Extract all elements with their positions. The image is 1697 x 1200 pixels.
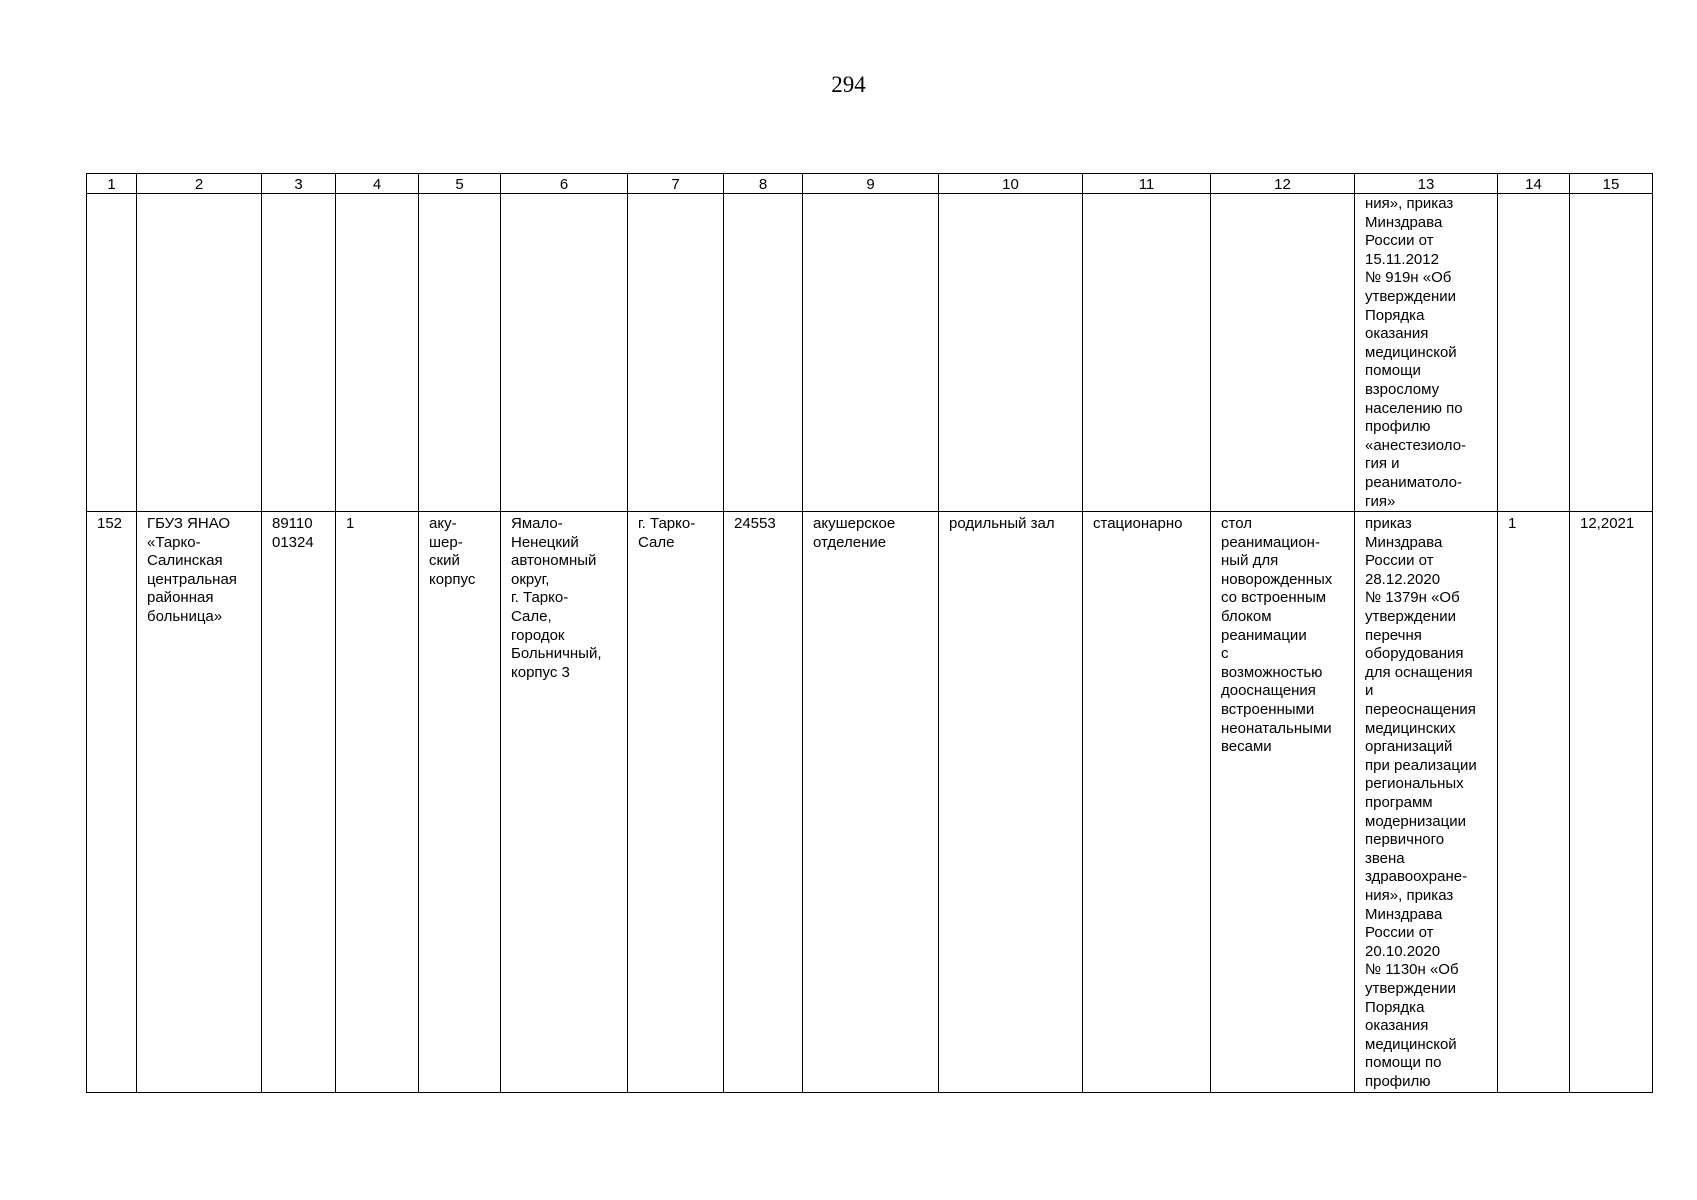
cell-text-line: России от bbox=[1365, 924, 1434, 942]
room-cell: родильный зал bbox=[939, 512, 1083, 1092]
regulation-cell bbox=[1355, 512, 1498, 1092]
cell-text-line: 01324 bbox=[272, 533, 314, 551]
date-cell: 12,2021 bbox=[1570, 512, 1653, 1092]
column-header: 13 bbox=[1355, 174, 1498, 194]
cell-text-line: 28.12.2020 bbox=[1365, 570, 1441, 588]
cell-text-line: профилю bbox=[1365, 418, 1431, 436]
cell-text-line: населению по bbox=[1365, 399, 1463, 417]
column-header: 10 bbox=[939, 174, 1083, 194]
cell-text-line: «Тарко- bbox=[147, 533, 201, 551]
cell-text-line: с bbox=[1221, 645, 1229, 663]
cell-text-line: медицинской bbox=[1365, 343, 1457, 361]
cell-text-line: помощи bbox=[1365, 362, 1421, 380]
table-cell bbox=[724, 194, 803, 512]
column-header: 9 bbox=[803, 174, 939, 194]
column-header: 11 bbox=[1083, 174, 1211, 194]
organization-code-cell bbox=[262, 512, 336, 1092]
cell-text-line: городок bbox=[511, 626, 565, 644]
cell-text-line: первичного bbox=[1365, 831, 1445, 849]
column-header: 2 bbox=[137, 174, 262, 194]
cell-text-line: акушерское bbox=[813, 515, 896, 533]
cell-text-line: 15.11.2012 bbox=[1365, 250, 1439, 268]
table-cell bbox=[939, 194, 1083, 512]
cell-text-line: 89110 bbox=[272, 515, 313, 533]
cell-text-line: России от bbox=[1365, 552, 1434, 570]
column-header: 5 bbox=[419, 174, 501, 194]
cell-text-line: Ямало- bbox=[511, 515, 563, 533]
cell-text-line: ный для bbox=[1221, 552, 1279, 570]
cell-text-line: № 1379н «Об bbox=[1365, 589, 1460, 607]
cell-text-line: встроенными bbox=[1221, 701, 1315, 719]
cell-text-line: перечня bbox=[1365, 626, 1422, 644]
regulation-cell bbox=[1355, 194, 1498, 512]
column-header: 1 bbox=[87, 174, 137, 194]
cell-text-line: модернизации bbox=[1365, 812, 1466, 830]
cell-text-line: Салинская bbox=[147, 552, 223, 570]
cell-text-line: Сале bbox=[638, 533, 675, 551]
cell-text-line: аку- bbox=[429, 515, 457, 533]
column-header: 3 bbox=[262, 174, 336, 194]
organization-name-cell bbox=[137, 512, 262, 1092]
cell-text-line: Минздрава bbox=[1365, 213, 1443, 231]
cell-text-line: отделение bbox=[813, 533, 887, 551]
cell-text-line: для оснащения bbox=[1365, 663, 1473, 681]
cell-text-line: приказ bbox=[1365, 515, 1412, 533]
cell-text-line: утверждении bbox=[1365, 608, 1457, 626]
cell-text-line: помощи по bbox=[1365, 1054, 1442, 1072]
cell-text-line: Больничный, bbox=[511, 645, 602, 663]
cell-text-line: переоснащения bbox=[1365, 701, 1476, 719]
cell-text-line: блоком bbox=[1221, 608, 1272, 626]
cell-text-line: г. Тарко- bbox=[638, 515, 696, 533]
column-header: 12 bbox=[1211, 174, 1355, 194]
cell-text-line: ГБУЗ ЯНАО bbox=[147, 515, 231, 533]
column-header: 6 bbox=[501, 174, 628, 194]
cell-text-line: ния», приказ bbox=[1365, 886, 1454, 904]
cell-text-line: гия и bbox=[1365, 455, 1400, 473]
cell-text-line: Порядка bbox=[1365, 306, 1425, 324]
cell-text-line: реанимацион- bbox=[1221, 533, 1320, 551]
cell-text-line: утверждении bbox=[1365, 287, 1457, 305]
cell-text-line: России от bbox=[1365, 232, 1434, 250]
care-conditions-cell: стационарно bbox=[1083, 512, 1211, 1092]
cell-text-line: округ, bbox=[511, 570, 550, 588]
column-header: 14 bbox=[1498, 174, 1570, 194]
cell-text-line: Порядка bbox=[1365, 998, 1425, 1016]
code-cell: 24553 bbox=[724, 512, 803, 1092]
cell-text-line: Сале, bbox=[511, 608, 552, 626]
locality-cell bbox=[628, 512, 724, 1092]
cell-text-line: программ bbox=[1365, 794, 1433, 811]
cell-text-line: ния», приказ bbox=[1365, 195, 1454, 212]
cell-text-line: возможностью bbox=[1221, 663, 1323, 681]
cell-text-line: медицинской bbox=[1365, 1035, 1457, 1053]
row-number-cell: 152 bbox=[87, 512, 137, 1092]
cell-text-line: весами bbox=[1221, 738, 1272, 756]
cell-text-line: 20.10.2020 bbox=[1365, 942, 1441, 960]
cell-text-line: дооснащения bbox=[1221, 682, 1316, 700]
equipment-cell bbox=[1211, 512, 1355, 1092]
cell-text-line: утверждении bbox=[1365, 979, 1457, 997]
cell-text-line: г. Тарко- bbox=[511, 589, 569, 607]
table-cell bbox=[87, 194, 137, 512]
cell-text-line: гия» bbox=[1365, 492, 1396, 510]
cell-text-line: районная bbox=[147, 589, 214, 607]
table-cell bbox=[501, 194, 628, 512]
quantity-cell: 1 bbox=[1498, 512, 1570, 1092]
column-header: 7 bbox=[628, 174, 724, 194]
document-table bbox=[86, 173, 1653, 1093]
cell-text-line: стол bbox=[1221, 515, 1252, 533]
table-row-152 bbox=[87, 512, 1653, 1092]
cell-text-line: неонатальными bbox=[1221, 719, 1332, 737]
cell-text-line: медицинских bbox=[1365, 719, 1456, 737]
cell-text-line: № 919н «Об bbox=[1365, 269, 1452, 287]
cell-text-line: региональных bbox=[1365, 775, 1464, 793]
continuation-row bbox=[87, 194, 1653, 512]
column-header: 4 bbox=[336, 174, 419, 194]
cell-text-line: шер- bbox=[429, 533, 463, 551]
cell-text-line: профилю bbox=[1365, 1072, 1431, 1090]
address-cell bbox=[501, 512, 628, 1092]
cell-text-line: и bbox=[1365, 682, 1374, 700]
table-cell bbox=[1570, 194, 1653, 512]
table-cell bbox=[1498, 194, 1570, 512]
table-cell bbox=[1083, 194, 1211, 512]
column-header: 15 bbox=[1570, 174, 1653, 194]
table-cell bbox=[1211, 194, 1355, 512]
cell-text-line: корпус 3 bbox=[511, 663, 570, 681]
cell-text-line: корпус bbox=[429, 570, 476, 588]
table-cell bbox=[419, 194, 501, 512]
building-name-cell bbox=[419, 512, 501, 1092]
cell-text-line: со встроенным bbox=[1221, 589, 1327, 607]
column-header: 8 bbox=[724, 174, 803, 194]
cell-text-line: оборудования bbox=[1365, 645, 1464, 663]
cell-text-line: реаниматоло- bbox=[1365, 473, 1462, 491]
cell-text-line: взрослому bbox=[1365, 380, 1440, 398]
cell-text-line: Минздрава bbox=[1365, 533, 1443, 551]
cell-text-line: новорожденных bbox=[1221, 570, 1333, 588]
table-cell bbox=[628, 194, 724, 512]
cell-text-line: оказания bbox=[1365, 325, 1429, 343]
cell-text-line: звена bbox=[1365, 849, 1405, 867]
cell-text-line: оказания bbox=[1365, 1017, 1429, 1035]
table-cell bbox=[137, 194, 262, 512]
table-cell bbox=[336, 194, 419, 512]
table-cell bbox=[803, 194, 939, 512]
cell-text-line: реанимации bbox=[1221, 626, 1307, 644]
cell-text-line: Минздрава bbox=[1365, 905, 1443, 923]
cell-text-line: организаций bbox=[1365, 738, 1453, 756]
cell-text-line: здравоохране- bbox=[1365, 868, 1468, 886]
cell-text-line: Ненецкий bbox=[511, 533, 579, 551]
cell-text-line: № 1130н «Об bbox=[1365, 961, 1459, 979]
cell-text-line: «анестезиоло- bbox=[1365, 436, 1467, 454]
cell-text-line: при реализации bbox=[1365, 756, 1477, 774]
cell-text-line: ский bbox=[429, 552, 460, 570]
page-number: 294 bbox=[831, 72, 866, 97]
department-cell bbox=[803, 512, 939, 1092]
cell-text-line: больница» bbox=[147, 608, 223, 626]
cell-text-line: центральная bbox=[147, 570, 237, 588]
table-cell bbox=[262, 194, 336, 512]
cell-text-line: автономный bbox=[511, 552, 597, 570]
building-number-cell: 1 bbox=[336, 512, 419, 1092]
column-number-header-row bbox=[87, 174, 1653, 194]
